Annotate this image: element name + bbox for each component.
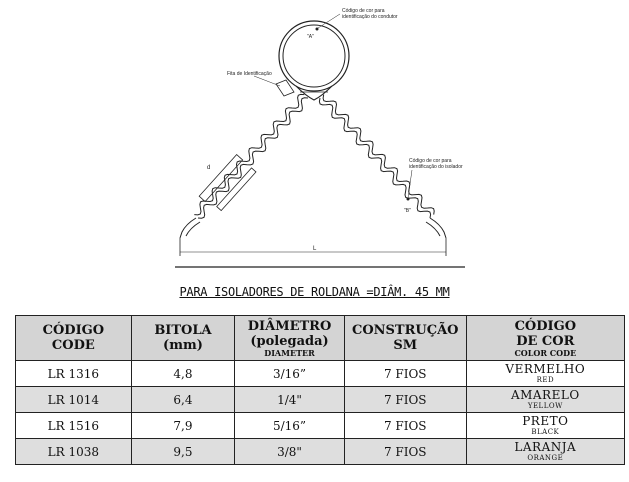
left-helix-outer: [198, 98, 308, 218]
cell-cor: VERMELHO RED: [466, 361, 624, 387]
table-header-row: [16, 316, 625, 361]
note-a-line2: identificação do condutor: [342, 14, 398, 20]
cell-construcao: 7 FIOS: [344, 361, 466, 387]
note-b-line1: Código de cor para: [409, 158, 452, 164]
dim-l-label: L: [313, 246, 317, 252]
note-fita: Fita de Identificação: [227, 71, 272, 77]
cell-bitola: 7,9: [131, 413, 235, 439]
header-code: CÓDIGO CODE: [16, 316, 132, 361]
cell-diametro: 3/8": [235, 439, 345, 465]
cell-bitola: 4,8: [131, 361, 235, 387]
table-row: [16, 387, 625, 413]
cell-construcao: 7 FIOS: [344, 439, 466, 465]
cell-construcao: 7 FIOS: [344, 387, 466, 413]
cell-bitola: 6,4: [131, 387, 235, 413]
header-diametro: DIÂMETRO (polegada) DIAMETER: [235, 316, 345, 361]
cell-diametro: 1/4": [235, 387, 345, 413]
cell-code: LR 1038: [16, 439, 132, 465]
cell-cor: PRETO BLACK: [466, 413, 624, 439]
conductor-loop-inner: [283, 25, 345, 87]
cell-cor: AMARELO YELLOW: [466, 387, 624, 413]
mark-a: "A": [307, 34, 314, 40]
dim-d-label: d: [207, 165, 211, 171]
specs-table: [15, 315, 625, 465]
cell-code: LR 1516: [16, 413, 132, 439]
cell-diametro: 3/16”: [235, 361, 345, 387]
cell-cor: LARANJA ORANGE: [466, 439, 624, 465]
caption-text: PARA ISOLADORES DE ROLDANA =DIÂM. 45 MM: [179, 285, 450, 299]
cell-construcao: 7 FIOS: [344, 413, 466, 439]
header-bitola: BITOLA (mm): [131, 316, 235, 361]
caption: [0, 285, 629, 299]
table-row: [16, 361, 625, 387]
right-helix-inner: [323, 95, 434, 215]
cell-bitola: 9,5: [131, 439, 235, 465]
conductor-loop: [279, 21, 349, 91]
table-row: [16, 439, 625, 465]
cell-code: LR 1014: [16, 387, 132, 413]
table-row: [16, 413, 625, 439]
cell-diametro: 5/16”: [235, 413, 345, 439]
mark-b: "B": [404, 208, 411, 214]
note-a-line1: Código de cor para: [342, 8, 385, 14]
left-helix-inner: [194, 94, 304, 214]
header-cor: CÓDIGO DE COR COLOR CODE: [466, 316, 624, 361]
header-construcao: CONSTRUÇÃO SM: [344, 316, 466, 361]
cell-code: LR 1316: [16, 361, 132, 387]
note-b-line2: identificação do isolador: [409, 164, 463, 170]
